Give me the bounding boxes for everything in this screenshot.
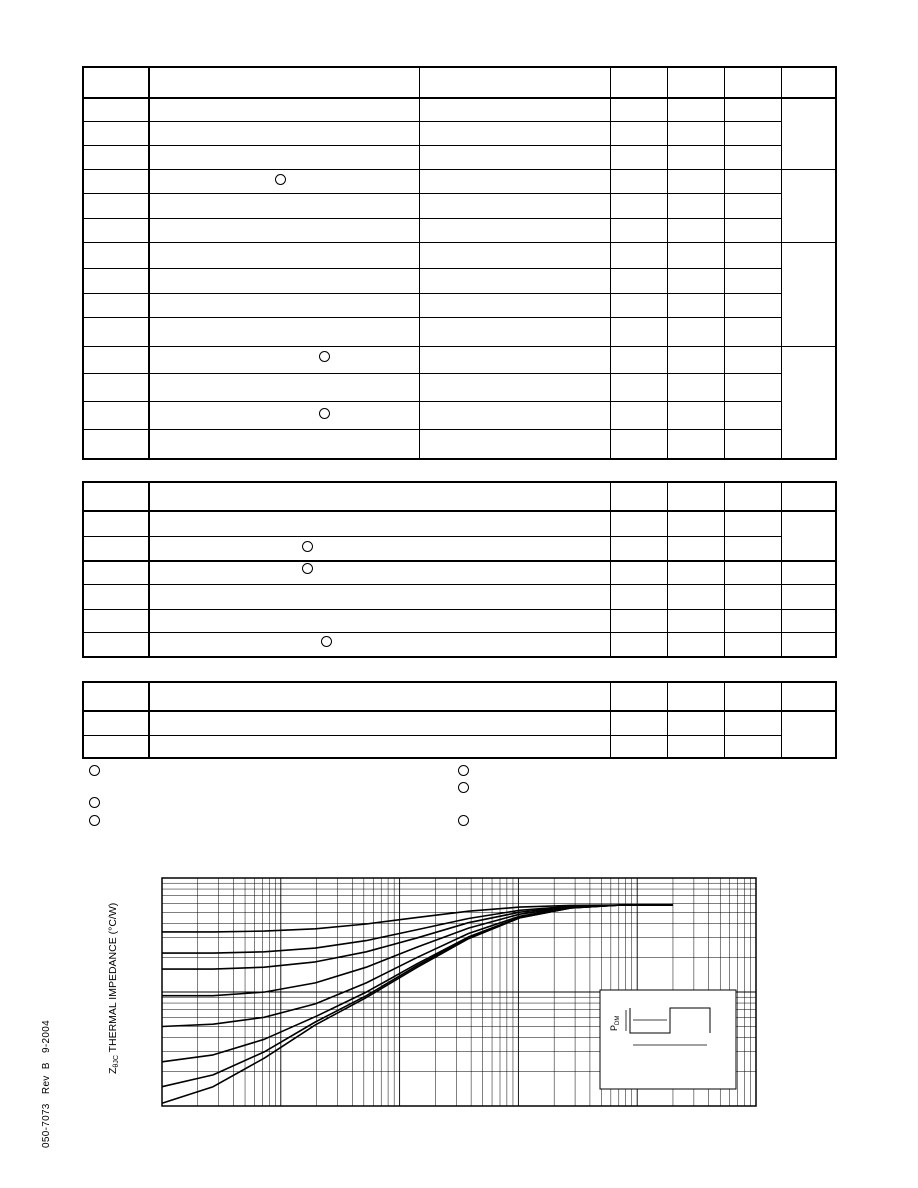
inset-pdm-main: P [609, 1024, 619, 1031]
inset-frame [600, 990, 736, 1089]
y-axis-label-sub: θJC [113, 1055, 120, 1068]
pulse-waveform-inset [600, 990, 736, 1089]
rev-value: B [41, 1062, 52, 1070]
series-line [162, 905, 673, 1062]
doc-number: 050-7073 [41, 1103, 52, 1148]
footer-date: 9-2004 [41, 1020, 52, 1053]
series-line [162, 905, 673, 996]
series-line [162, 905, 673, 969]
series-line [162, 905, 673, 932]
chart-series [162, 905, 673, 1103]
y-axis-label-main: Z [107, 1067, 119, 1074]
rev-label: Rev [41, 1075, 52, 1095]
series-line [162, 905, 673, 1103]
y-axis-label-rest: THERMAL IMPEDANCE (°C/W) [107, 902, 119, 1056]
document-footer [41, 1020, 52, 1148]
inset-pdm-label [609, 1016, 621, 1031]
inset-pdm-sub: DM [615, 1015, 621, 1025]
